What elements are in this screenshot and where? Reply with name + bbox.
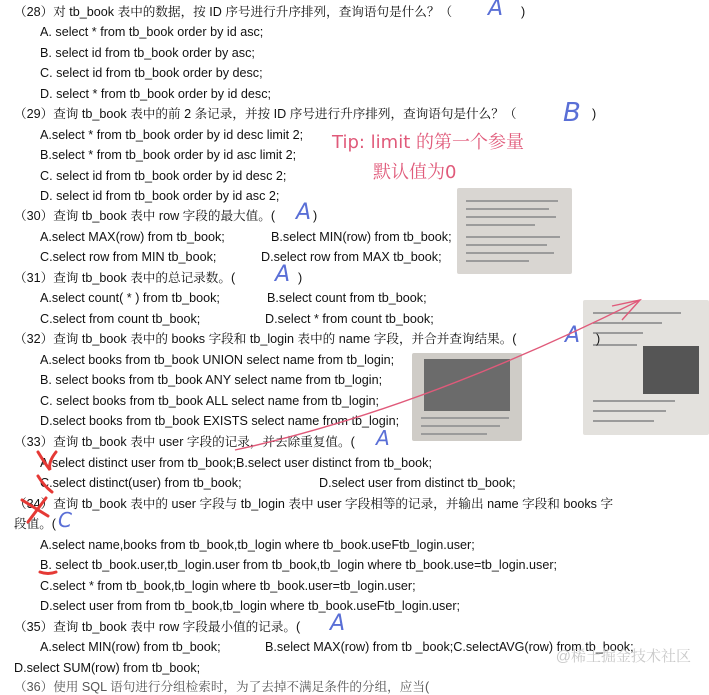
tip-note-line1: Tip: limit 的第一个参量 (332, 132, 524, 153)
q33-stem: （33）查询 tb_book 表中 user 字段的记录，并去除重复值。( (14, 435, 355, 449)
q32-option-a: A.select books from tb_book UNION select name from tb_login; (40, 353, 395, 367)
q28-stem: （28）对 tb_book 表中的数据，按 ID 序号进行升序排列，查询语句是什么？（ (14, 5, 453, 19)
q30-option-c: C.select row from MIN tb_book; (40, 250, 217, 264)
q32-option-c: C. select books from tb_book ALL select name from tb_login; (40, 394, 380, 408)
q30-option-a: A.select MAX(row) from tb_book; (40, 230, 225, 244)
q36-partial-stem: （36）使用 SQL 语句进行分组检索时，为了去掉不满足条件的分组，应当( (14, 680, 430, 694)
q34-stem-cont: 段值。( (14, 517, 56, 531)
q35-option-a: A.select MIN(row) from tb_book; (40, 640, 221, 654)
check-mark-icon (38, 452, 56, 470)
q29-stem: （29）查询 tb_book 表中的前 2 条记录，并按 ID 序号进行升序排列，查询语句是什么？（ (14, 107, 517, 121)
q28-option-c: C. select id from tb_book order by desc; (40, 66, 263, 80)
q28-close: ) (521, 5, 526, 19)
q34-option-b: B. select tb_book.user,tb_login.user from tb_book,tb_login where tb_book.use=tb_login.user; (40, 558, 558, 572)
underline-mark (40, 572, 56, 574)
q30-answer: A (296, 200, 312, 225)
q30-stem: （30）查询 tb_book 表中 row 字段的最大值。( (14, 209, 276, 223)
q31-option-c: C.select from count tb_book; (40, 312, 201, 326)
q34-answer: C (58, 508, 72, 532)
q34-option-d: D.select user from from tb_book,tb_login where tb_book.useFtb_login.user; (40, 599, 461, 613)
check-mark-icon-2 (38, 476, 52, 492)
q33-option-c: C.select distinct(user) from tb_book; (40, 476, 242, 490)
q34-option-a: A.select name,books from tb_book,tb_login where tb_book.useFtb_login.user; (40, 538, 475, 552)
watermark: @稀土掘金技术社区 (555, 648, 691, 665)
q35-option-d: D.select SUM(row) from tb_book; (14, 661, 201, 675)
q35-answer: A (330, 611, 346, 636)
q30-option-b: B.select MIN(row) from tb_book; (271, 230, 452, 244)
q32-answer: A (565, 323, 581, 348)
q29-option-b: B.select * from tb_book order by id asc limit 2; (40, 148, 297, 162)
q32-stem: （32）查询 tb_book 表中的 books 字段和 tb_login 表中的 name 字段，并合并查询结果。( (14, 332, 517, 346)
q31-option-a: A.select count( * ) from tb_book; (40, 291, 220, 305)
q32-option-d: D.select books from tb_book EXISTS select name from tb_login; (40, 414, 400, 428)
q28-answer: A (488, 0, 504, 21)
q32-option-b: B. select books from tb_book ANY select name from tb_login; (40, 373, 383, 387)
q31-close: ) (298, 271, 303, 285)
q32-close: ) (596, 332, 601, 346)
q33-option-ab: A.select distinct user from tb_book;B.select user distinct from tb_book; (40, 456, 432, 470)
arrow-annotation (235, 300, 640, 450)
q34-stem: （34）查询 tb_book 表中的 user 字段与 tb_login 表中 user 字段相等的记录，并输出 name 字段和 books 字 (14, 497, 614, 511)
q29-close: ) (592, 107, 597, 121)
q29-option-d: D. select id from tb_book order by id asc 2; (40, 189, 280, 203)
q30-close: ) (313, 209, 318, 223)
q33-answer: A (376, 426, 390, 450)
q28-option-d: D. select * from tb_book order by id desc; (40, 87, 271, 101)
q34-option-c: C.select * from tb_book,tb_login where tb_book.user=tb_login.user; (40, 579, 416, 593)
tip-note-line2: 默认值为0 (373, 162, 457, 183)
q35-option-bc: B.select MAX(row) from tb _book;C.selectAVG(row) from tb_book; (265, 640, 634, 654)
q35-stem: （35）查询 tb_book 表中 row 字段最小值的记录。( (14, 620, 301, 634)
q31-option-b: B.select count from tb_book; (267, 291, 427, 305)
q30-option-d: D.select row from MAX tb_book; (261, 250, 442, 264)
q29-option-a: A.select * from tb_book order by id desc limit 2; (40, 128, 304, 142)
q28-option-a: A. select * from tb_book order by id asc; (40, 25, 264, 39)
q31-answer: A (275, 262, 291, 287)
q31-option-d: D.select * from count tb_book; (265, 312, 434, 326)
q28-option-b: B. select id from tb_book order by asc; (40, 46, 255, 60)
q33-option-d: D.select user from distinct tb_book; (319, 476, 516, 490)
q31-stem: （31）查询 tb_book 表中的总记录数。( (14, 271, 236, 285)
q29-answer: B (563, 98, 581, 128)
cross-mark-icon (22, 498, 48, 522)
q29-option-c: C. select id from tb_book order by id desc 2; (40, 169, 287, 183)
